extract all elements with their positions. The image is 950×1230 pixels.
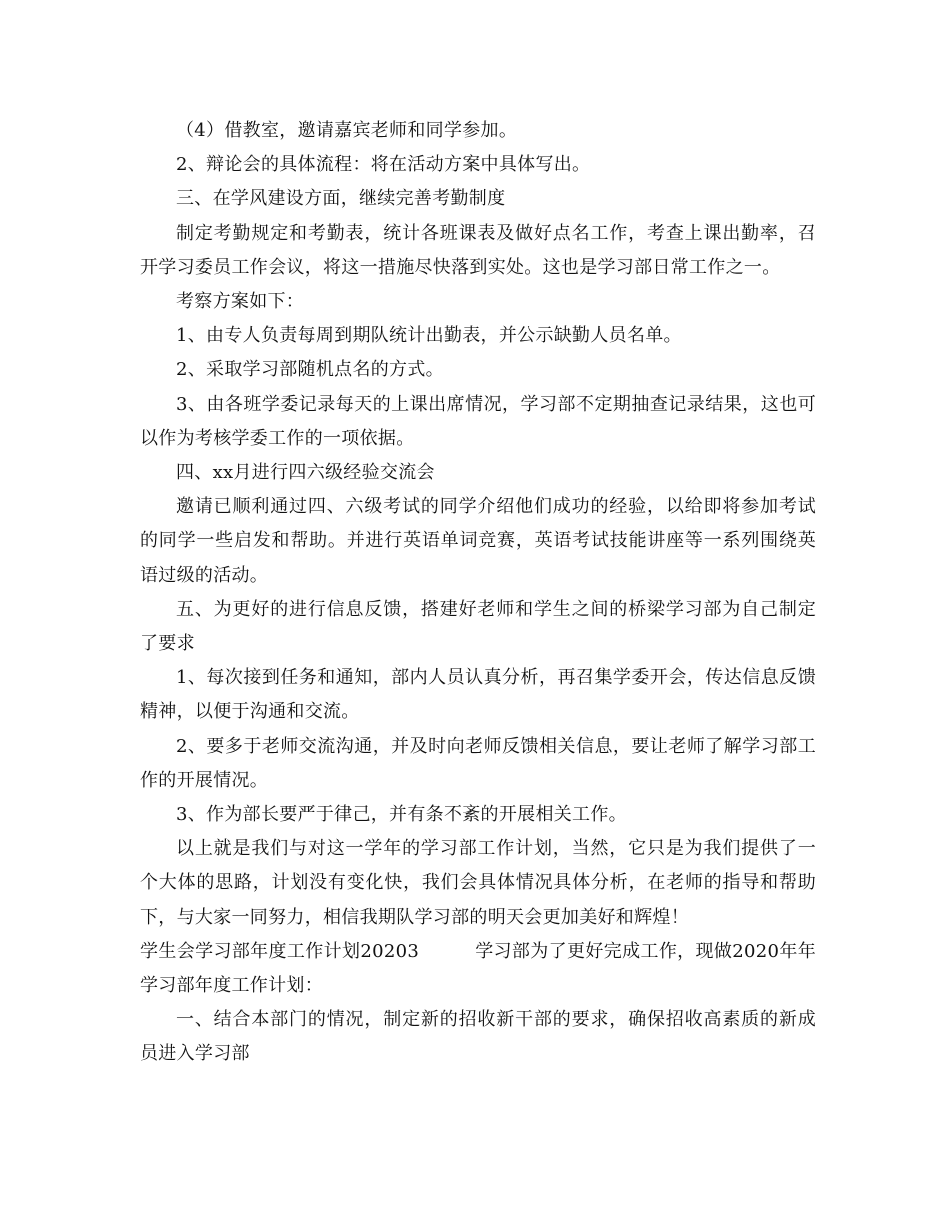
paragraph-exchange-meeting: 邀请已顺利通过四、六级考试的同学介绍他们成功的经验，以给即将参加考试的同学一些启发和帮助。并进行英语单词竞赛，英语考试技能讲座等一系列围绕英语过级的活动。 (140, 496, 816, 586)
paragraph-final: 一、结合本部门的情况，制定新的招收新干部的要求，确保招收高素质的新成员进入学习部 (140, 1009, 816, 1065)
title-continuation: 学习部为了更好完成工作，现做2020年年学习部年度工作计划： (140, 940, 817, 997)
list-item-3: 3、由各班学委记录每天的上课出席情况，学习部不定期抽查记录结果，这也可以作为考核学委工作的一项依据。 (140, 393, 816, 449)
paragraph-plan-intro: 考察方案如下： (176, 291, 305, 313)
list-item-1: 1、由专人负责每周到期队统计出勤表，并公示缺勤人员名单。 (176, 325, 682, 347)
requirement-item-1: 1、每次接到任务和通知，部内人员认真分析，再召集学委开会，传达信息反馈精神，以便于沟通和交流。 (140, 667, 816, 723)
requirement-item-3: 3、作为部长要严于律己，并有条不紊的开展相关工作。 (176, 804, 627, 826)
paragraph-1: （4）借教室，邀请嘉宾老师和同学参加。 (176, 120, 518, 141)
document-body (140, 114, 816, 1072)
paragraph-conclusion: 以上就是我们与对这一学年的学习部工作计划，当然，它只是为我们提供了一个大体的思路，计划没有变化快，我们会具体情况具体分析，在老师的指导和帮助下，与大家一同努力，相信我期队学习部的明天会更加美好和辉煌！ (140, 838, 816, 928)
document-title: 学生会学习部年度工作计划20203 (140, 940, 420, 962)
requirement-item-2: 2、要多于老师交流沟通，并及时向老师反馈相关信息，要让老师了解学习部工作的开展情况。 (140, 735, 816, 791)
paragraph-2: 2、辩论会的具体流程：将在活动方案中具体写出。 (176, 154, 591, 176)
paragraph-attendance-rules: 制定考勤规定和考勤表，统计各班课表及做好点名工作，考查上课出勤率，召开学习委员工作会议，将这一措施尽快落到实处。这也是学习部日常工作之一。 (140, 222, 816, 278)
section-heading-4: 四、xx月进行四六级经验交流会 (176, 462, 435, 484)
list-item-2: 2、采取学习部随机点名的方式。 (176, 359, 444, 381)
title-line (140, 935, 816, 1003)
section-heading-3: 三、在学风建设方面，继续完善考勤制度 (176, 188, 506, 210)
section-heading-5: 五、为更好的进行信息反馈，搭建好老师和学生之间的桥梁学习部为自己制定了要求 (140, 598, 816, 655)
